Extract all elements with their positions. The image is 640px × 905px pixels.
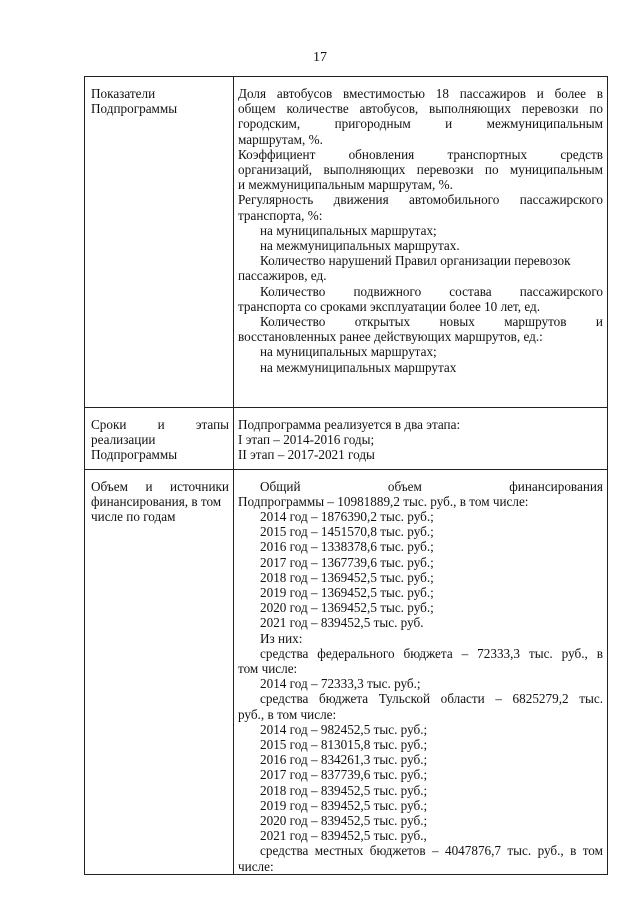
label-line: Подпрограммы [91, 447, 178, 463]
label-word: этапы [195, 417, 230, 432]
text-line: 2018 год – 1369452,5 тыс. руб.; [260, 569, 434, 585]
text-line: 2014 год – 1876390,2 тыс. руб.; [260, 509, 434, 525]
label-word: источники [170, 478, 229, 494]
text-line: восстановленных ранее действующих маршрутов, ед.: [238, 329, 543, 345]
row-label-stages [85, 408, 234, 470]
text-line: маршрутам, %. [238, 131, 323, 147]
text-line: средства местных бюджетов – 4047876,7 тыс. руб., в том [260, 843, 603, 859]
label-line [91, 479, 229, 494]
label-line: реализации [91, 432, 156, 448]
text-line: Доля автобусов вместимостью 18 пассажиров и более в [238, 86, 603, 101]
text-line: общем количестве автобусов, выполняющих перевозки по [238, 101, 603, 117]
text-line: Подпрограммы – 10981889,2 тыс. руб., в том числе: [238, 493, 529, 509]
label-word: Объем [91, 478, 128, 494]
text-line: организаций, выполняющих перевозки по муниципальным [238, 162, 603, 178]
text-line: 2017 год – 1367739,6 тыс. руб.; [260, 554, 434, 570]
text-line: Подпрограмма реализуется в два этапа: [238, 417, 461, 432]
text-line: 2019 год – 839452,5 тыс. руб.; [260, 797, 428, 813]
row-label-funding [85, 469, 234, 874]
text-line: городским, пригородным и межмуниципальным [238, 116, 603, 132]
label-word: и [157, 417, 165, 432]
row-content-indicators [234, 77, 608, 408]
row-content-stages [234, 408, 608, 470]
text-line: Количество нарушений Правил организации перевозок [260, 253, 571, 269]
text-line: 2017 год – 837739,6 тыс. руб.; [260, 767, 428, 783]
table-row-stages [85, 408, 608, 470]
text-line: 2016 год – 1338378,6 тыс. руб.; [260, 539, 434, 555]
label-line: Показатели [91, 86, 156, 101]
text-line: Регулярность движения автомобильного пассажирского [238, 192, 603, 208]
label-line: числе по годам [91, 509, 176, 525]
row-label-indicators [85, 77, 234, 408]
label-word: и [145, 478, 153, 494]
passport-table [84, 76, 608, 875]
label-line [91, 417, 229, 432]
text-line: транспорта, %: [238, 207, 323, 223]
text-line: и межмуниципальным маршрутам, %. [238, 177, 453, 193]
text-line: 2015 год – 1451570,8 тыс. руб.; [260, 524, 434, 540]
label-word: Сроки [91, 417, 127, 432]
text-line: на межмуниципальных маршрутах. [260, 238, 460, 254]
text-line: числе: [238, 858, 274, 874]
text-line: 2020 год – 839452,5 тыс. руб.; [260, 813, 428, 829]
table-row-funding [85, 469, 608, 874]
text-line: Коэффициент обновления транспортных средств [238, 146, 603, 162]
text-line: 2014 год – 72333,3 тыс. руб.; [260, 676, 421, 692]
text-line: 2014 год – 982452,5 тыс. руб.; [260, 721, 428, 737]
text-line: II этап – 2017-2021 годы [238, 447, 375, 463]
text-line: средства бюджета Тульской области – 6825279,2 тыс. [260, 691, 603, 707]
label-line: финансирования, в том [91, 493, 222, 509]
text-line: пассажиров, ед. [238, 268, 327, 284]
text-line: Из них: [260, 630, 303, 646]
table-row-indicators [85, 77, 608, 408]
text-line: транспорта со сроками эксплуатации более 10 лет, ед. [238, 298, 541, 314]
text-line: том числе: [238, 661, 298, 677]
text-line: 2021 год – 839452,5 тыс. руб. [260, 615, 424, 631]
text-line: Количество подвижного состава пассажирского [260, 283, 603, 299]
text-line: 2021 год – 839452,5 тыс. руб., [260, 828, 427, 844]
text-line: Общий объем финансирования [260, 478, 603, 494]
text-line: 2018 год – 839452,5 тыс. руб.; [260, 782, 428, 798]
text-line: 2016 год – 834261,3 тыс. руб.; [260, 752, 428, 768]
text-line: средства федерального бюджета – 72333,3 тыс. руб., в [260, 645, 603, 661]
text-line: 2020 год – 1369452,5 тыс. руб.; [260, 600, 434, 616]
page-number: 17 [313, 50, 327, 65]
row-content-funding [234, 469, 608, 874]
text-line: 2019 год – 1369452,5 тыс. руб.; [260, 585, 434, 601]
text-line: Количество открытых новых маршрутов и [260, 314, 603, 330]
text-line: руб., в том числе: [238, 706, 337, 722]
label-line: Подпрограммы [91, 101, 178, 117]
text-line: I этап – 2014-2016 годы; [238, 432, 375, 448]
text-line: на муниципальных маршрутах; [260, 222, 437, 238]
text-line: на межмуниципальных маршрутах [260, 359, 457, 375]
text-line: на муниципальных маршрутах; [260, 344, 437, 360]
text-line: 2015 год – 813015,8 тыс. руб.; [260, 737, 428, 753]
